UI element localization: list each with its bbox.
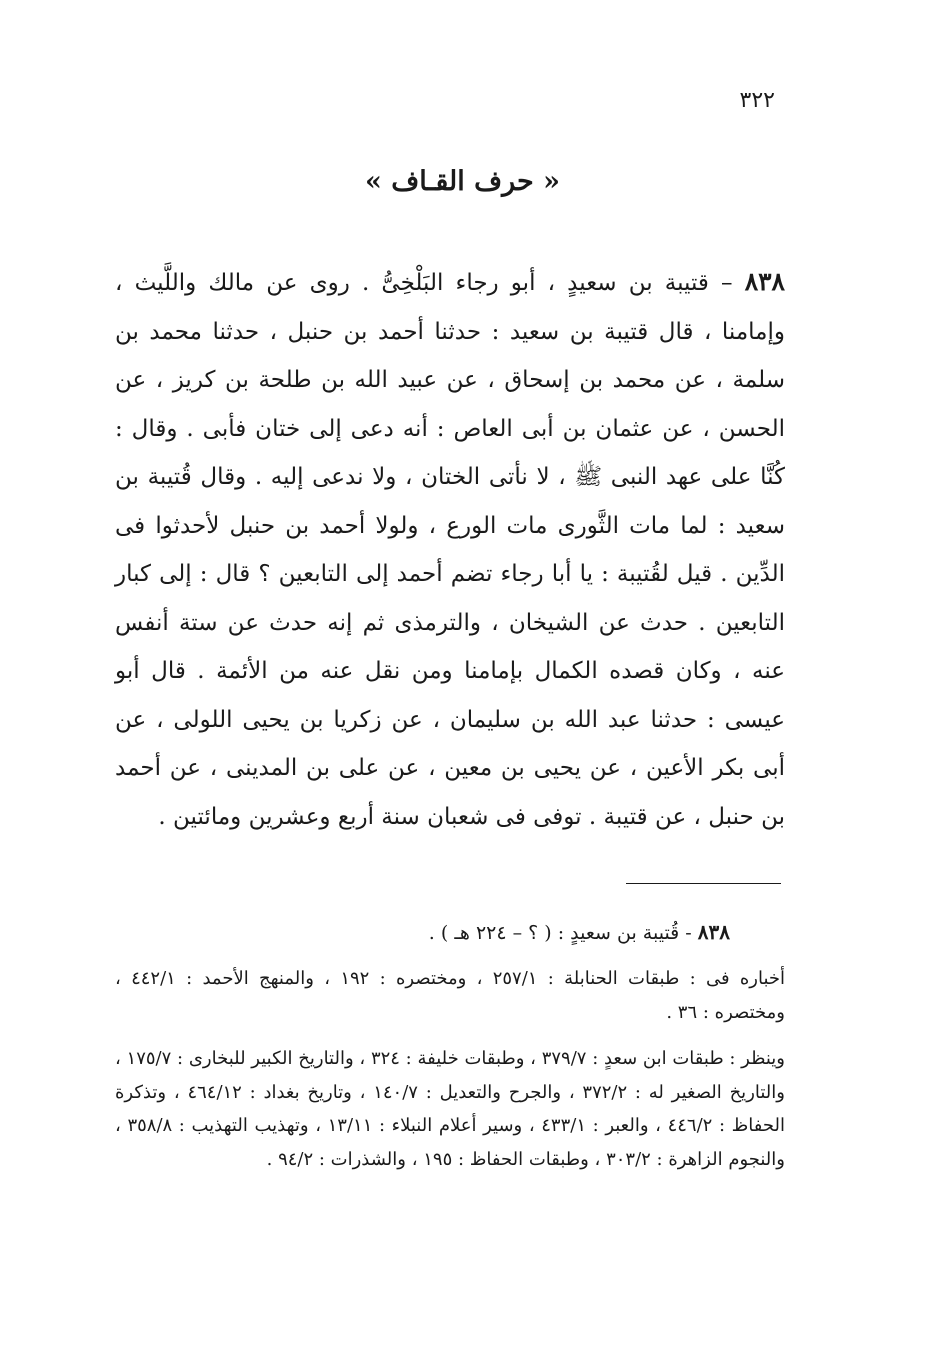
footnote-sources-secondary: وينظر : طبقات ابن سعدٍ : ٣٧٩/٧ ، وطبقات خليفة : ٣٢٤ ، والتاريخ الكبير للبخارى : ١٧٥/٧ ، والتاريخ الصغير له : ٣٧٢/٢ ، والجرح والتعديل : ١٤٠/٧ ، وتاريخ بغداد : ٤٦٤/١٢ ، وتذكرة الحفاظ : ٤٤٦/٢ ، والعبر : ٤٣٣/١ ، وسير أعلام النبلاء : ١٣/١١ ، وتهذيب التهذيب : ٣٥٨/٨ ، والنجوم الزاهرة : ٣٠٣/٢ ، وطبقات الحفاظ : ١٩٥ ، والشذرات : ٩٤/٢ . xyxy=(115,1048,786,1170)
entry-number: ٨٣٨ xyxy=(744,267,785,296)
section-title: « حرف القـاف » xyxy=(364,166,561,197)
footnote-sources-primary: أخباره فى : طبقات الحنابلة : ٢٥٧/١ ، ومختصره : ١٩٢ ، والمنهج الأحمد : ٤٤٢/١ ، ومختصره : ٣٦ . xyxy=(115,968,786,1023)
page-number: ٣٢٢ xyxy=(739,88,775,113)
footnote-heading-text: - قُتيبة بن سعيدٍ : ( ؟ – ٢٢٤ هـ ) . xyxy=(428,922,698,944)
footnote-divider xyxy=(626,883,781,884)
entry-paragraph xyxy=(115,258,785,841)
footnote-number: ٨٣٨ xyxy=(697,920,730,944)
entry-text: – قتيبة بن سعيدٍ ، أبو رجاء البَلْخِىُّ . روى عن مالك واللَّيث ، وإمامنا ، قال قتيبة بن سعيد : حدثنا أحمد بن حنبل ، حدثنا محمد بن سلمة ، عن محمد بن إسحاق ، عن عبيد الله بن طلحة بن كريز ، عن الحسن ، عن عثمان بن أبى العاص : أنه دعى إلى ختان فأبى . وقال : كُنَّا على عهد النبى ﷺ ، لا نأتى الختان ، ولا ندعى إليه . وقال قُتيبة بن سعيد : لما مات الثَّورى مات الورع ، ولولا أحمد بن حنبل لأحدثوا فى الدِّين . قيل لقُتيبة : يا أبا رجاء تضم أحمد إلى التابعين ؟ قال : إلى كبار التابعين . حدث عن الشيخان ، والترمذى ثم إنه حدث عن ستة أنفس عنه ، وكان قصده الكمال بإمامنا ومن نقل عنه من الأئمة . قال أبو عيسى : حدثنا عبد الله بن سليمان ، عن زكريا بن يحيى اللولى ، عن أبى بكر الأعين ، عن يحيى بن معين ، عن على بن المدينى ، عن أحمد بن حنبل ، عن قتيبة . توفى فى شعبان سنة أربع وعشرين ومائتين . xyxy=(115,270,785,830)
footnote-heading xyxy=(115,915,730,950)
